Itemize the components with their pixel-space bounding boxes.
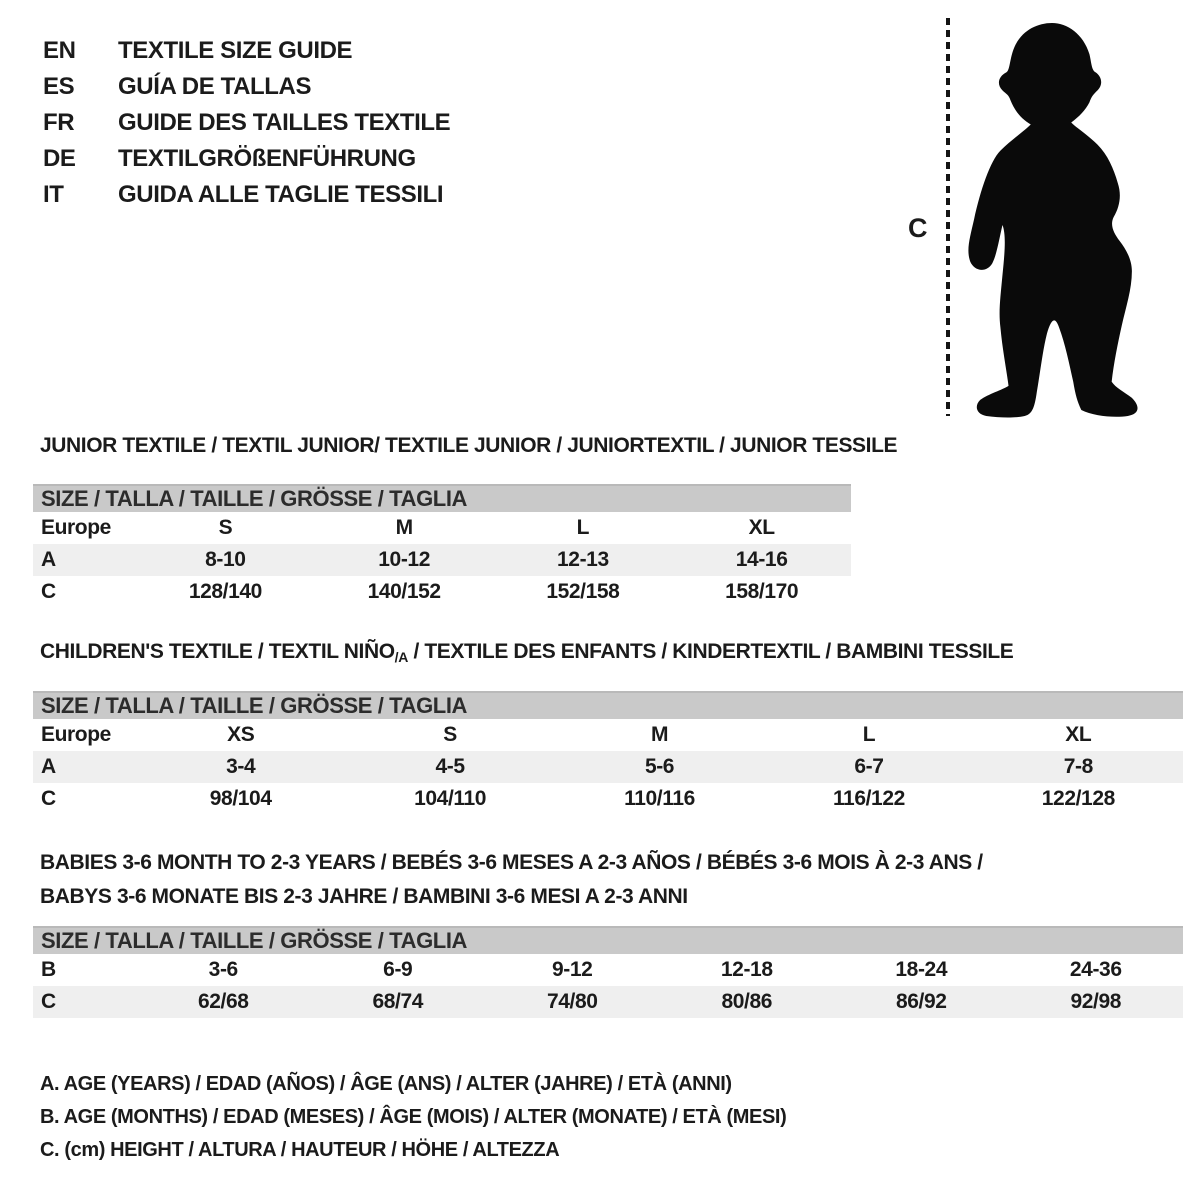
height-cell: 92/98 — [1070, 990, 1122, 1013]
babies-section-title — [40, 846, 983, 914]
language-row-es — [43, 69, 450, 105]
language-row-it — [43, 177, 450, 213]
months-cell: 18-24 — [895, 958, 948, 981]
table-row — [33, 783, 1183, 815]
size-cell: S — [443, 723, 457, 746]
language-label: GUÍA DE TALLAS — [118, 73, 312, 100]
age-cell: 12-13 — [557, 548, 609, 571]
language-code: IT — [43, 181, 64, 208]
age-cell: 7-8 — [1063, 755, 1093, 778]
language-label: GUIDA ALLE TAGLIE TESSILI — [118, 181, 444, 208]
language-row-de — [43, 141, 450, 177]
months-cell: 3-6 — [208, 958, 238, 981]
row-label: C — [41, 580, 56, 603]
table-row — [33, 719, 1183, 751]
months-cell: 24-36 — [1069, 958, 1122, 981]
height-cell: 140/152 — [367, 580, 441, 603]
table-row — [33, 544, 851, 576]
babies-title-line2: BABYS 3-6 MONATE BIS 2-3 JAHRE / BAMBINI 3-6 MESI A 2-3 ANNI — [40, 885, 688, 908]
row-label: C — [41, 787, 56, 810]
age-cell: 8-10 — [205, 548, 246, 571]
height-cell: 152/158 — [546, 580, 620, 603]
language-label: TEXTILGRÖßENFÜHRUNG — [118, 145, 416, 172]
row-label: Europe — [41, 723, 111, 746]
junior-section-title: JUNIOR TEXTILE / TEXTIL JUNIOR/ TEXTILE JUNIOR / JUNIORTEXTIL / JUNIOR TESSILE — [40, 434, 898, 457]
height-cell: 80/86 — [721, 990, 773, 1013]
toddler-silhouette-image — [962, 18, 1142, 420]
height-cell: 122/128 — [1041, 787, 1115, 810]
row-label: B — [41, 958, 56, 981]
language-list — [43, 33, 450, 213]
table-row — [33, 751, 1183, 783]
table-row — [33, 986, 1183, 1018]
months-cell: 6-9 — [383, 958, 413, 981]
babies-title-line1: BABIES 3-6 MONTH TO 2-3 YEARS / BEBÉS 3-6 MESES A 2-3 AÑOS / BÉBÉS 3-6 MOIS À 2-3 ANS / — [40, 851, 983, 874]
table-row — [33, 954, 1183, 986]
months-cell: 12-18 — [720, 958, 773, 981]
age-cell: 4-5 — [435, 755, 465, 778]
table-row — [33, 576, 851, 608]
size-cell: S — [218, 516, 233, 539]
height-cell: 62/68 — [197, 990, 249, 1013]
table-row — [33, 512, 851, 544]
age-cell: 5-6 — [644, 755, 675, 778]
measure-legend — [40, 1068, 786, 1167]
junior-size-table — [33, 484, 851, 608]
children-title-prefix: CHILDREN'S TEXTILE / TEXTIL NIÑO — [40, 640, 395, 663]
height-cell: 128/140 — [188, 580, 262, 603]
row-label: Europe — [41, 516, 111, 539]
size-cell: XS — [227, 723, 255, 746]
size-cell: L — [576, 516, 590, 539]
height-cell: 104/110 — [414, 787, 487, 810]
children-title-subscript: /A — [394, 649, 409, 665]
size-table-header: SIZE / TALLA / TAILLE / GRÖSSE / TAGLIA — [33, 484, 851, 512]
row-label: A — [41, 755, 56, 778]
size-cell: M — [650, 723, 669, 746]
row-label: C — [41, 990, 56, 1013]
height-cell: 116/122 — [832, 787, 905, 810]
language-code: EN — [43, 37, 76, 64]
language-row-en — [43, 33, 450, 69]
children-size-table — [33, 691, 1183, 815]
size-cell: M — [395, 516, 413, 539]
age-cell: 6-7 — [854, 755, 884, 778]
babies-size-table — [33, 926, 1183, 1018]
row-label: A — [41, 548, 56, 571]
size-cell: L — [862, 723, 876, 746]
size-cell: XL — [748, 516, 775, 539]
language-code: FR — [43, 109, 75, 136]
age-cell: 3-4 — [226, 755, 256, 778]
size-table-header: SIZE / TALLA / TAILLE / GRÖSSE / TAGLIA — [33, 691, 1183, 719]
height-cell: 98/104 — [209, 787, 272, 810]
language-code: ES — [43, 73, 75, 100]
legend-line-c: C. (cm) HEIGHT / ALTURA / HAUTEUR / HÖHE / ALTEZZA — [40, 1139, 560, 1161]
legend-line-a: A. AGE (YEARS) / EDAD (AÑOS) / ÂGE (ANS) / ALTER (JAHRE) / ETÀ (ANNI) — [40, 1073, 732, 1095]
children-title-suffix: / TEXTILE DES ENFANTS / KINDERTEXTIL / BAMBINI TESSILE — [408, 640, 1014, 663]
height-cell: 68/74 — [372, 990, 424, 1013]
height-cell: 158/170 — [725, 580, 799, 603]
size-cell: XL — [1065, 723, 1092, 746]
children-section-title — [40, 640, 1013, 664]
height-measure-label: C — [908, 213, 928, 243]
size-table-header: SIZE / TALLA / TAILLE / GRÖSSE / TAGLIA — [33, 926, 1183, 954]
age-cell: 14-16 — [735, 548, 788, 571]
height-cell: 74/80 — [546, 990, 598, 1013]
height-measure-dashed-line — [946, 18, 950, 416]
language-row-fr — [43, 105, 450, 141]
age-cell: 10-12 — [378, 548, 430, 571]
language-code: DE — [43, 145, 76, 172]
months-cell: 9-12 — [552, 958, 593, 981]
language-label: TEXTILE SIZE GUIDE — [118, 37, 353, 64]
height-cell: 110/116 — [624, 787, 695, 810]
height-cell: 86/92 — [895, 990, 947, 1013]
language-label: GUIDE DES TAILLES TEXTILE — [118, 109, 451, 136]
legend-line-b: B. AGE (MONTHS) / EDAD (MESES) / ÂGE (MOIS) / ALTER (MONATE) / ETÀ (MESI) — [40, 1106, 787, 1128]
